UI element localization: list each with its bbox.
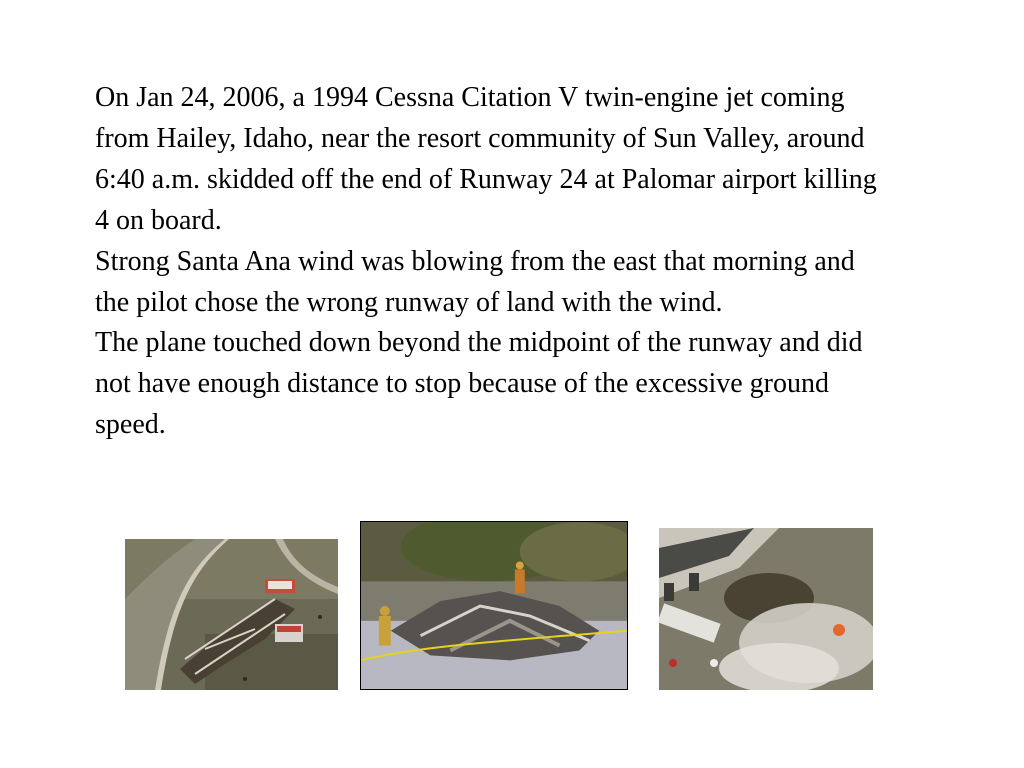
paragraph-incident: On Jan 24, 2006, a 1994 Cessna Citation V twin-engine jet coming from Hailey, Idaho, near the resort community of Sun Valley, around 6:40 a.m. skidded off the end of Runway 24 at Palomar airport killing 4 on board. <box>95 82 877 236</box>
photo-aerial-wreckage <box>125 539 338 690</box>
photo-firefighters-debris <box>360 521 628 690</box>
paragraph-landing: The plane touched down beyond the midpoint of the runway and did not have enough distance to stop because of the excessive ground speed. <box>95 327 863 441</box>
photo-aerial-wreckage-image <box>125 539 338 690</box>
slide-body-text <box>95 78 895 446</box>
paragraph-wind: Strong Santa Ana wind was blowing from the east that morning and the pilot chose the wrong runway of land with the wind. <box>95 245 855 318</box>
photo-aerial-smoke <box>659 528 873 690</box>
photo-aerial-smoke-image <box>659 528 873 690</box>
photo-firefighters-debris-image <box>361 522 627 689</box>
